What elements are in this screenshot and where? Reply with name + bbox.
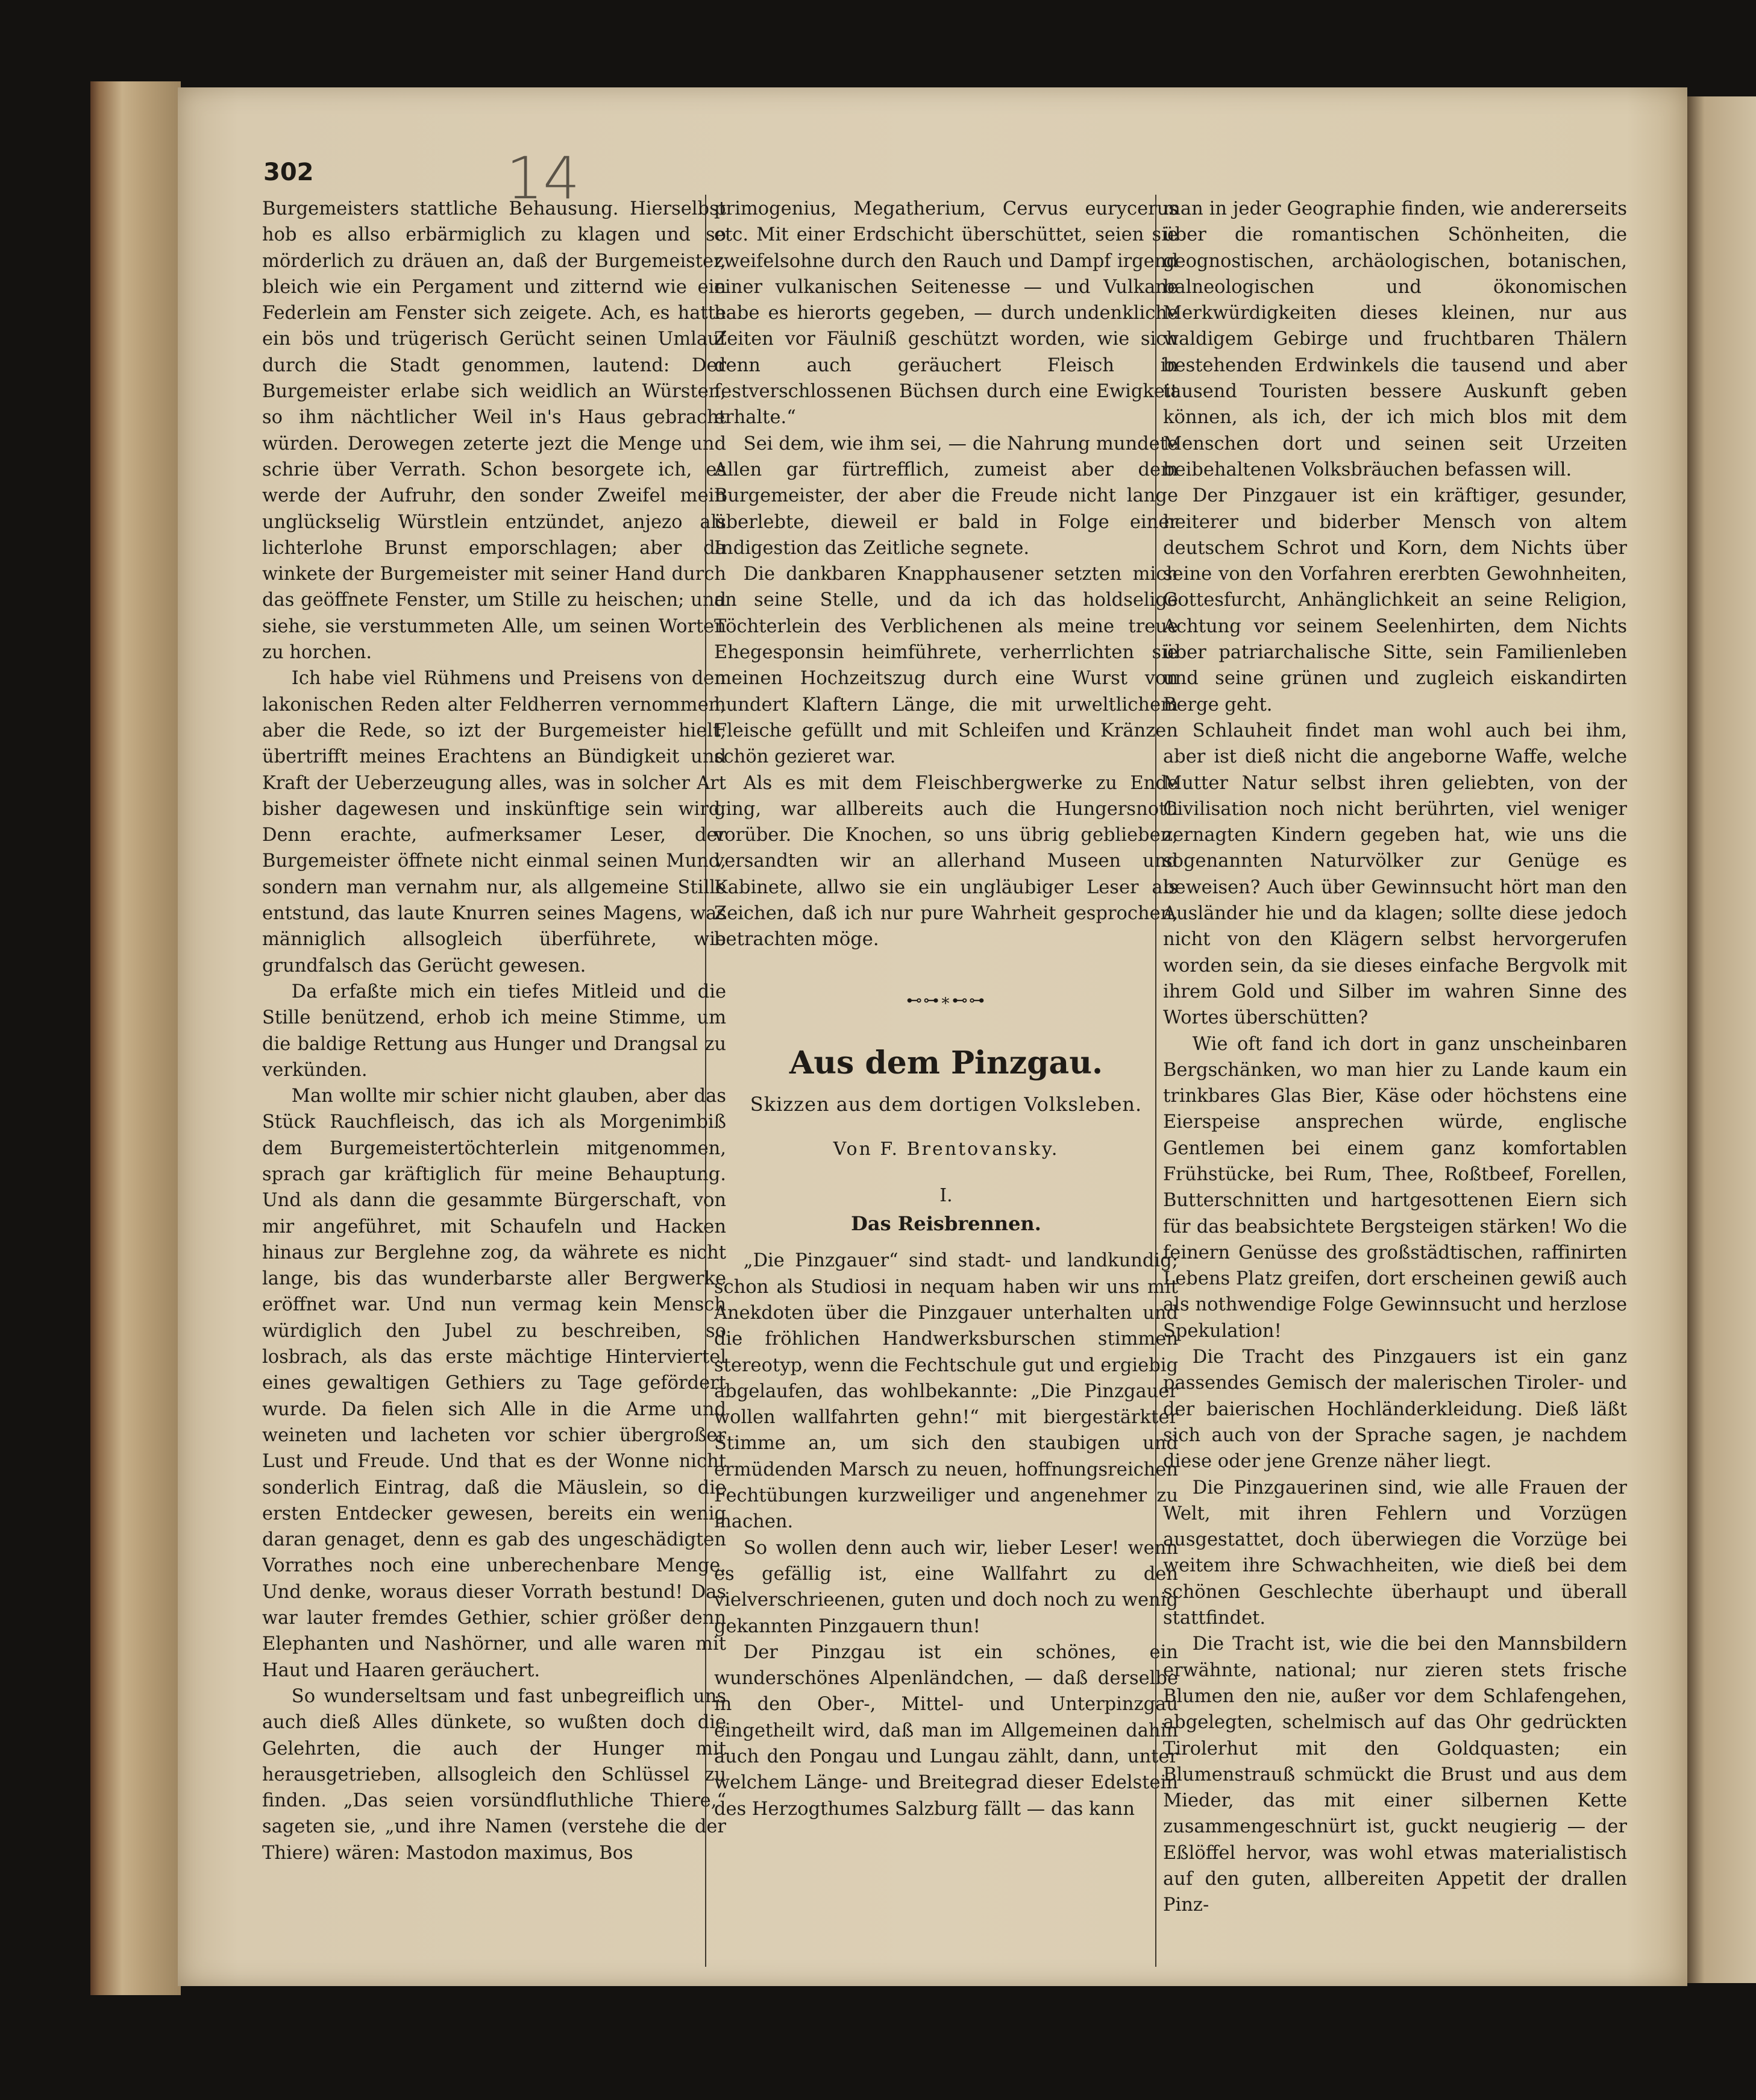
facing-page-edge [1687, 96, 1756, 1983]
page-number: 302 [263, 159, 314, 186]
paragraph: Die dankbaren Knapphausener setzten mich an seine Stelle, und da ich das holdselige Töchterlein des Verblichenen als meine treue Ehegesponsin heimführete, verherrlichten sie meinen Hochzeitszug durch eine Wurst von hundert Klaftern Länge, die mit urweltlichem Fleische gefüllt und mit Schleifen und Kränzen schön gezieret war. [714, 564, 1178, 768]
paragraph: Die Tracht des Pinzgauers ist ein ganz passendes Gemisch der malerischen Tiroler- und der baierischen Hochländerkleidung. Dieß läßt sich auch von der Sprache sagen, je nachdem diese oder jene Grenze näher liegt. [1163, 1347, 1627, 1473]
paragraph: So wollen denn auch wir, lieber Leser! wenn es gefällig ist, eine Wallfahrt zu den vielverschrieenen, guten und doch noch zu wenig gekannten Pinzgauern thun! [714, 1537, 1178, 1637]
text-column-middle [714, 196, 1178, 1944]
paragraph: Sei dem, wie ihm sei, — die Nahrung mundete Allen gar fürtrefflich, zumeist aber dem Burgemeister, der aber die Freude nicht lange überlebte, dieweil er bald in Folge einer Indigestion das Zeitliche segnete. [714, 433, 1178, 559]
paragraph: man in jeder Geographie finden, wie andererseits über die romantischen Schönheiten, die geognostischen, archäologischen, botanischen, balneologischen und ökonomischen Merkwürdigkeiten dieses kleinen, nur aus waldigem Gebirge und fruchtbaren Thälern bestehenden Erdwinkels die tausend und aber tausend Touristen bessere Auskunft geben können, als ich, der ich mich blos mit dem Menschen dort und seinen seit Urzeiten beibehaltenen Volksbräuchen befassen will. [1163, 198, 1627, 480]
article-author: Von F. Brentovansky. [833, 1138, 1059, 1160]
paragraph: Schlauheit findet man wohl auch bei ihm, aber ist dieß nicht die angeborne Waffe, welche Mutter Natur selbst ihren geliebten, von der Civilisation noch nicht berührten, viel weniger zernagten Kindern gegeben hat, wie uns die sogenannten Naturvölker zur Genüge es beweisen? Auch über Gewinnsucht hört man den Ausländer hie und da klagen; sollte diese jedoch nicht von den Klägern selbst hervorgerufen worden sein, da sie dieses einfache Bergvolk mit ihrem Gold und Silber im wahren Sinne des Wortes überschütten? [1163, 720, 1627, 1029]
paragraph: Da erfaßte mich ein tiefes Mitleid und die Stille benützend, erhob ich meine Stimme, um die baldige Rettung aus Hunger und Drangsal zu verkünden. [262, 981, 726, 1081]
book-page-edges [90, 81, 181, 1995]
paragraph: Man wollte mir schier nicht glauben, aber das Stück Rauchfleisch, das ich als Morgenimbiß dem Burgemeistertöchterlein mitgenommen, sprach gar kräftiglich für meine Behauptung. Und als dann die gesammte Bürgerschaft, von mir angeführet, mit Schaufeln und Hacken hinaus zur Berglehne zog, da währete es nicht lange, bis das wunderbarste aller Bergwerke eröffnet war. Und nun vermag kein Mensch würdiglich den Jubel zu beschreiben, so losbrach, als das erste mächtige Hinterviertel eines gewaltigen Gethiers zu Tage gefördert wurde. Da fielen sich Alle in die Arme und weineten und lacheten vor schier übergroßer Lust und Freude. Und that es der Wonne nicht sonderlich Eintrag, daß die Mäuslein, so die ersten Entdecker gewesen, bereits ein wenig daran genaget, denn es gab des ungeschädigten Vorrathes noch eine unberechenbare Menge. Und denke, woraus dieser Vorrath bestund! Das war lauter fremdes Gethier, schier größer denn Elephanten und Nashörner, und alle waren mit Haut und Haaren geräuchert. [262, 1086, 726, 1681]
text-column-right [1163, 196, 1627, 1944]
section-ornament: ⊷⊶∗⊷⊶ [906, 991, 986, 1010]
paragraph: primogenius, Megatherium, Cervus eurycerus etc. Mit einer Erdschicht überschüttet, seien sie zweifelsohne durch den Rauch und Dampf irgend einer vulkanischen Seitenesse — und Vulkane habe es hierorts gegeben, — durch undenkliche Zeiten vor Fäulniß geschützt worden, wie sich denn auch geräuchert Fleisch in festverschlossenen Büchsen durch eine Ewigkeit erhalte.“ [714, 198, 1178, 429]
pencil-annotation: 14 [506, 145, 580, 212]
section-title: Das Reisbrennen. [851, 1212, 1041, 1236]
paragraph: Der Pinzgauer ist ein kräftiger, gesunder, heiterer und biderber Mensch von altem deutschem Schrot und Korn, dem Nichts über seine von den Vorfahren ererbten Gewohnheiten, Gottesfurcht, Anhänglichkeit an seine Religion, Achtung vor seinem Seelenhirten, dem Nichts über patriarchalische Sitte, sein Familienleben und seine grünen und zugleich eiskandirten Berge geht. [1163, 485, 1627, 715]
paragraph: Die Tracht ist, wie die bei den Mannsbildern erwähnte, national; nur zieren stets frische Blumen den nie, außer vor dem Schlafengehen, abgelegten, schelmisch auf das Ohr gedrückten Tirolerhut mit den Goldquasten; ein Blumenstrauß schmückt die Brust und aus dem Mieder, das mit einer silbernen Kette zusammengeschnürt ist, guckt neugierig — der Eßlöffel hervor, was wohl etwas materialistisch auf den guten, allbereiten Appetit der drallen Pinz- [1163, 1633, 1627, 1916]
text-column-left [262, 196, 726, 1944]
paragraph: Wie oft fand ich dort in ganz unscheinbaren Bergschänken, wo man hier zu Lande kaum ein trinkbares Glas Bier, Käse oder höchstens eine Eierspeise ansprechen würde, englische Gentlemen bei einem ganz komfortablen Frühstücke, bei Rum, Thee, Roßtbeef, Forellen, Butterschnitten und hartgesottenen Eiern sich für das beabsichtete Bergsteigen stärken! Wo die feinern Genüsse des großstädtischen, raffinirten Lebens Platz greifen, dort erscheinen gewiß auch als nothwendige Folge Gewinnsucht und herzlose Spekulation! [1163, 1033, 1627, 1342]
paragraph: Burgemeisters stattliche Behausung. Hierselbst hob es allso erbärmiglich zu klagen und so mörderlich zu dräuen an, daß der Burgemeister, bleich wie ein Pergament und zitternd wie ein Federlein am Fenster sich zeigete. Ach, es hatte ein bös und trügerisch Gerücht seinen Umlauf durch die Stadt genommen, lautend: Der Burgemeister erlabe sich weidlich an Würsten, so ihm nächtlicher Weil in's Haus gebracht würden. Derowegen zeterte jezt die Menge und schrie über Verrath. Schon besorgete ich, es werde der Aufruhr, den sonder Zweifel mein unglückselig Würstlein entzündet, anjezo als lichterlohe Brunst emporschlagen; aber da winkete der Burgemeister mit seiner Hand durch das geöffnete Fenster, um Stille zu heischen; und siehe, sie verstummeten Alle, um seinen Worten zu horchen. [262, 198, 726, 664]
paragraph: So wunderseltsam und fast unbegreiflich uns auch dieß Alles dünkete, so wußten doch die Gelehrten, die auch der Hunger mit herausgetrieben, allsogleich den Schlüssel zu finden. „Das seien vorsündfluthliche Thiere,“ sageten sie, „und ihre Namen (verstehe die der Thiere) wären: Mastodon maximus, Bos [262, 1685, 726, 1864]
book-page [178, 87, 1687, 1986]
section-number: I. [939, 1184, 953, 1206]
paragraph: Der Pinzgau ist ein schönes, ein wunderschönes Alpenländchen, — daß derselbe in den Ober-, Mittel- und Unterpinzgau eingetheilt wird, daß man im Allgemeinen dahin auch den Pongau und Lungau zählt, dann, unter welchem Länge- und Breitegrad dieser Edelstein des Herzogthumes Salzburg fällt — das kann [714, 1641, 1178, 1820]
paragraph: Die Pinzgauerinen sind, wie alle Frauen der Welt, mit ihren Fehlern und Vorzügen ausgestattet, doch überwiegen die Vorzüge bei weitem ihre Schwachheiten, wie dieß bei dem schönen Geschlechte überhaupt und überall stattfindet. [1163, 1477, 1627, 1629]
article-title: Aus dem Pinzgau. [789, 1044, 1103, 1081]
article-subtitle: Skizzen aus dem dortigen Volksleben. [750, 1093, 1143, 1116]
paragraph: „Die Pinzgauer“ sind stadt- und landkundig; schon als Studiosi in nequam haben wir uns mit Anekdoten über die Pinzgauer unterhalten und die fröhlichen Handwerksburschen stimmen stereotyp, wenn die Fechtschule gut und ergiebig abgelaufen, das wohlbekannte: „Die Pinzgauer wollen wallfahrten gehn!“ mit biergestärkter Stimme an, um sich den staubigen und ermüdenden Marsch zu neuen, hoffnungsreichen Fechtübungen kurzweiliger und angenehmer zu machen. [714, 1250, 1178, 1533]
paragraph: Ich habe viel Rühmens und Preisens von den lakonischen Reden alter Feldherren vernommen, aber die Rede, so izt der Burgemeister hielt, übertrifft meines Erachtens an Bündigkeit und Kraft der Ueberzeugung alles, was in solcher Art bisher dagewesen und inskünftige sein wird. Denn erachte, aufmerksamer Leser, der Burgemeister öffnete nicht einmal seinen Mund, sondern man vernahm nur, als allgemeine Stille entstund, das laute Knurren seines Magens, was männiglich allsogleich überführete, wie grundfalsch das Gerücht gewesen. [262, 668, 726, 976]
paragraph: Als es mit dem Fleischbergwerke zu Ende ging, war allbereits auch die Hungersnoth vorüber. Die Knochen, so uns übrig geblieben, versandten wir an allerhand Museen und Kabinete, allwo sie ein ungläubiger Leser als Zeichen, daß ich nur pure Wahrheit gesprochen, betrachten möge. [714, 772, 1178, 951]
